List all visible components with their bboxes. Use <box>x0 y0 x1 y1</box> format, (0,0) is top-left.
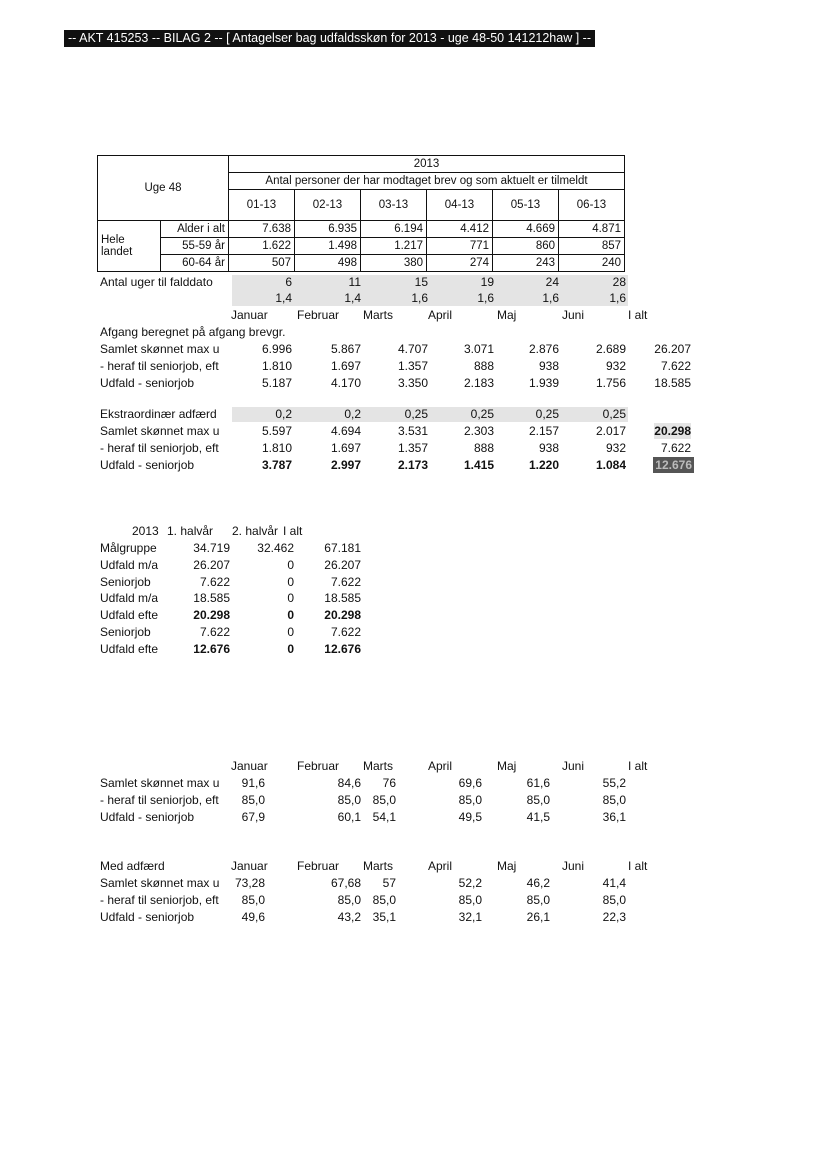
value-cell: 938 <box>538 441 559 455</box>
month-header: Februar <box>297 859 340 873</box>
table-cell: 240 <box>559 255 625 272</box>
month-header: Juni <box>562 308 585 322</box>
pct-cell: 49,6 <box>241 910 265 924</box>
week-label: Uge 48 <box>98 156 229 221</box>
pct-cell: 85,0 <box>602 893 626 907</box>
table-row <box>98 221 625 238</box>
value-cell: 3.350 <box>397 376 428 390</box>
row-label: 55-59 år <box>161 238 229 255</box>
summary-header: 1. halvår <box>167 524 214 538</box>
pct-cell: 69,6 <box>458 776 482 790</box>
row-label: Samlet skønnet max u <box>100 424 220 438</box>
month-header: Maj <box>497 759 517 773</box>
pct-cell: 67,68 <box>330 876 361 890</box>
table-cell: 4.412 <box>427 221 493 238</box>
row-label: - heraf til seniorjob, eft <box>100 793 219 807</box>
weeks-label: Antal uger til falddato <box>100 275 213 289</box>
pct-cell: 85,0 <box>372 893 396 907</box>
month-header: Maj <box>497 308 517 322</box>
summary-cell: 34.719 <box>193 541 230 555</box>
value-cell: 5.187 <box>261 376 292 390</box>
pct-cell: 43,2 <box>337 910 361 924</box>
summary-row-label: Seniorjob <box>100 625 151 639</box>
pct-cell: 55,2 <box>602 776 626 790</box>
row-label: Udfald - seniorjob <box>100 910 195 924</box>
table-cell: 380 <box>361 255 427 272</box>
value-cell: 2.173 <box>397 458 428 472</box>
summary-cell: 32.462 <box>257 541 294 555</box>
extra-value: 0,2 <box>344 407 361 421</box>
extra-label: Ekstraordinær adfærd <box>100 407 217 421</box>
value-cell: 938 <box>538 359 559 373</box>
value-cell: 1.810 <box>261 441 292 455</box>
value-cell: 2.689 <box>595 342 626 356</box>
month-header: April <box>428 859 453 873</box>
pct-cell: 85,0 <box>458 793 482 807</box>
value-cell: 1.697 <box>330 441 361 455</box>
pct-cell: 52,2 <box>458 876 482 890</box>
factor-value: 1,4 <box>344 291 361 305</box>
value-cell: 2.157 <box>528 424 559 438</box>
pct-cell: 49,5 <box>458 810 482 824</box>
table-cell: 771 <box>427 238 493 255</box>
value-cell: 4.694 <box>330 424 361 438</box>
value-cell: 1.415 <box>463 458 494 472</box>
table-cell: 857 <box>559 238 625 255</box>
row-label: Udfald - seniorjob <box>100 810 195 824</box>
table-cell: 1.622 <box>229 238 295 255</box>
month-header: Juni <box>562 859 585 873</box>
pct-cell: 85,0 <box>337 893 361 907</box>
pct-cell: 85,0 <box>458 893 482 907</box>
summary-cell: 0 <box>287 591 294 606</box>
table-cell: 507 <box>229 255 295 272</box>
factor-value: 1,4 <box>275 291 292 305</box>
summary-cell: 67.181 <box>324 541 361 555</box>
value-cell: 5.867 <box>330 342 361 356</box>
value-cell: 5.597 <box>261 424 292 438</box>
region-label: Hele landet <box>98 221 161 272</box>
pct-cell: 46,2 <box>526 876 550 890</box>
summary-cell: 0 <box>287 625 294 639</box>
summary-header: 2. halvår <box>232 524 279 538</box>
pct-cell: 61,6 <box>526 776 550 790</box>
value-cell: 18.585 <box>654 376 691 390</box>
weeks-value: 24 <box>545 275 559 289</box>
summary-cell: 26.207 <box>193 557 230 572</box>
row-label: Udfald - seniorjob <box>100 376 195 390</box>
year-header: 2013 <box>229 156 625 173</box>
pct-cell: 32,1 <box>458 910 482 924</box>
month-header: Maj <box>497 859 517 873</box>
pct-cell: 85,0 <box>526 893 550 907</box>
pct-cell: 91,6 <box>241 776 265 790</box>
extra-value: 0,25 <box>404 407 428 421</box>
value-cell: 20.298 <box>654 424 691 438</box>
value-cell: 2.876 <box>528 342 559 356</box>
pct-cell: 85,0 <box>337 793 361 807</box>
pct-cell: 54,1 <box>372 810 396 824</box>
column-header: 05-13 <box>493 190 559 221</box>
factor-value: 1,6 <box>542 291 559 305</box>
weeks-value: 11 <box>348 275 361 289</box>
value-cell: 1.084 <box>595 458 626 472</box>
value-cell: 2.183 <box>463 376 494 390</box>
pct-cell: 36,1 <box>602 810 626 824</box>
value-cell: 1.697 <box>330 359 361 373</box>
row-label: Samlet skønnet max u <box>100 776 220 790</box>
column-header: 02-13 <box>295 190 361 221</box>
row-label: - heraf til seniorjob, eft <box>100 441 219 455</box>
table-cell: 243 <box>493 255 559 272</box>
value-cell: 3.531 <box>397 424 428 438</box>
summary-cell: 20.298 <box>193 608 230 623</box>
factor-value: 1,6 <box>609 291 626 305</box>
table-cell: 6.194 <box>361 221 427 238</box>
pct-cell: 84,6 <box>337 776 361 790</box>
summary-cell: 7.622 <box>330 625 361 639</box>
summary-cell: 7.622 <box>199 625 230 639</box>
pct-cell: 85,0 <box>241 893 265 907</box>
summary-cell: 0 <box>287 608 294 623</box>
summary-header: I alt <box>283 524 303 538</box>
table-cell: 498 <box>295 255 361 272</box>
value-cell: 888 <box>473 441 494 455</box>
pct-cell: 85,0 <box>241 793 265 807</box>
summary-row-label: Seniorjob <box>100 574 151 589</box>
column-header: 06-13 <box>559 190 625 221</box>
summary-cell: 0 <box>287 557 294 572</box>
value-cell: 932 <box>605 441 626 455</box>
column-header: 04-13 <box>427 190 493 221</box>
month-header: Januar <box>231 759 268 773</box>
pct-cell: 67,9 <box>241 810 265 824</box>
month-header: I alt <box>628 308 648 322</box>
summary-cell: 18.585 <box>324 591 361 606</box>
row-label: Samlet skønnet max u <box>100 342 220 356</box>
month-header: April <box>428 759 453 773</box>
month-header: Februar <box>297 308 340 322</box>
table-cell: 6.935 <box>295 221 361 238</box>
table-row <box>98 238 625 255</box>
table-row <box>98 255 625 272</box>
value-cell: 12.676 <box>655 458 692 472</box>
value-cell: 7.622 <box>660 359 691 373</box>
value-cell: 1.756 <box>595 376 626 390</box>
row-label: Samlet skønnet max u <box>100 876 220 890</box>
row-label: - heraf til seniorjob, eft <box>100 359 219 373</box>
summary-cell: 7.622 <box>330 574 361 589</box>
month-header: I alt <box>628 759 648 773</box>
month-header: I alt <box>628 859 648 873</box>
month-header: Marts <box>363 308 393 322</box>
table-cell: 7.638 <box>229 221 295 238</box>
extra-value: 0,25 <box>535 407 559 421</box>
pct-cell: 85,0 <box>602 793 626 807</box>
value-cell: 888 <box>473 359 494 373</box>
pct-cell: 26,1 <box>526 910 550 924</box>
value-cell: 1.939 <box>528 376 559 390</box>
table-cell: 860 <box>493 238 559 255</box>
weeks-value: 15 <box>414 275 428 289</box>
pct-cell: 41,5 <box>526 810 550 824</box>
summary-header: 2013 <box>132 524 159 538</box>
value-cell: 932 <box>605 359 626 373</box>
block-title: Med adfærd <box>100 859 165 873</box>
pct-cell: 22,3 <box>602 910 626 924</box>
pct-cell: 85,0 <box>372 793 396 807</box>
table-cell: 274 <box>427 255 493 272</box>
value-cell: 1.357 <box>397 441 428 455</box>
month-header: Marts <box>363 859 393 873</box>
pct-cell: 57 <box>382 876 396 890</box>
summary-cell: 0 <box>287 641 294 656</box>
extra-value: 0,25 <box>602 407 626 421</box>
uge48-table <box>97 155 625 272</box>
table-cell: 1.498 <box>295 238 361 255</box>
summary-cell: 7.622 <box>199 574 230 589</box>
table-cell: 4.669 <box>493 221 559 238</box>
table-subtitle: Antal personer der har modtaget brev og som aktuelt er tilmeldt <box>229 173 625 190</box>
table-cell: 4.871 <box>559 221 625 238</box>
value-cell: 3.787 <box>261 458 292 472</box>
weeks-value: 28 <box>612 275 626 289</box>
value-cell: 2.017 <box>595 424 626 438</box>
summary-cell: 12.676 <box>324 641 361 656</box>
value-cell: 1.220 <box>528 458 559 472</box>
value-cell: 3.071 <box>463 342 494 356</box>
row-label: Alder i alt <box>161 221 229 238</box>
column-header: 03-13 <box>361 190 427 221</box>
pct-cell: 76 <box>382 776 396 790</box>
value-cell: 6.996 <box>261 342 292 356</box>
value-cell: 7.622 <box>660 441 691 455</box>
pct-cell: 60,1 <box>337 810 361 824</box>
month-header: April <box>428 308 453 322</box>
factor-value: 1,6 <box>411 291 428 305</box>
pct-cell: 41,4 <box>602 876 626 890</box>
summary-row-label: Udfald efte <box>100 641 159 656</box>
month-header: Januar <box>231 859 268 873</box>
month-header: Februar <box>297 759 340 773</box>
summary-cell: 20.298 <box>324 608 361 623</box>
summary-cell: 18.585 <box>193 591 230 606</box>
document-header: -- AKT 415253 -- BILAG 2 -- [ Antagelser bag udfaldsskøn for 2013 - uge 48-50 141212haw ] -- <box>64 30 595 47</box>
summary-cell: 0 <box>287 574 294 589</box>
afgang-label: Afgang beregnet på afgang brevgr. <box>100 325 286 339</box>
row-label: 60-64 år <box>161 255 229 272</box>
summary-row-label: Udfald efte <box>100 608 159 623</box>
factor-value: 1,6 <box>477 291 494 305</box>
value-cell: 2.303 <box>463 424 494 438</box>
weeks-value: 19 <box>480 275 494 289</box>
summary-cell: 12.676 <box>193 641 230 656</box>
weeks-value: 6 <box>285 275 292 289</box>
month-header: Marts <box>363 759 393 773</box>
value-cell: 1.357 <box>397 359 428 373</box>
value-cell: 2.997 <box>330 458 361 472</box>
summary-row-label: Udfald m/a <box>100 591 159 606</box>
pct-cell: 35,1 <box>372 910 396 924</box>
value-cell: 4.170 <box>330 376 361 390</box>
extra-value: 0,2 <box>275 407 292 421</box>
pct-cell: 73,28 <box>234 876 265 890</box>
column-header: 01-13 <box>229 190 295 221</box>
row-label: - heraf til seniorjob, eft <box>100 893 219 907</box>
month-header: Juni <box>562 759 585 773</box>
value-cell: 26.207 <box>654 342 691 356</box>
extra-value: 0,25 <box>470 407 494 421</box>
value-cell: 4.707 <box>397 342 428 356</box>
month-header: Januar <box>231 308 268 322</box>
pct-cell: 85,0 <box>526 793 550 807</box>
value-cell: 1.810 <box>261 359 292 373</box>
summary-row-label: Udfald m/a <box>100 557 159 572</box>
summary-row-label: Målgruppe <box>100 541 157 555</box>
summary-cell: 26.207 <box>324 557 361 572</box>
row-label: Udfald - seniorjob <box>100 458 195 472</box>
table-cell: 1.217 <box>361 238 427 255</box>
